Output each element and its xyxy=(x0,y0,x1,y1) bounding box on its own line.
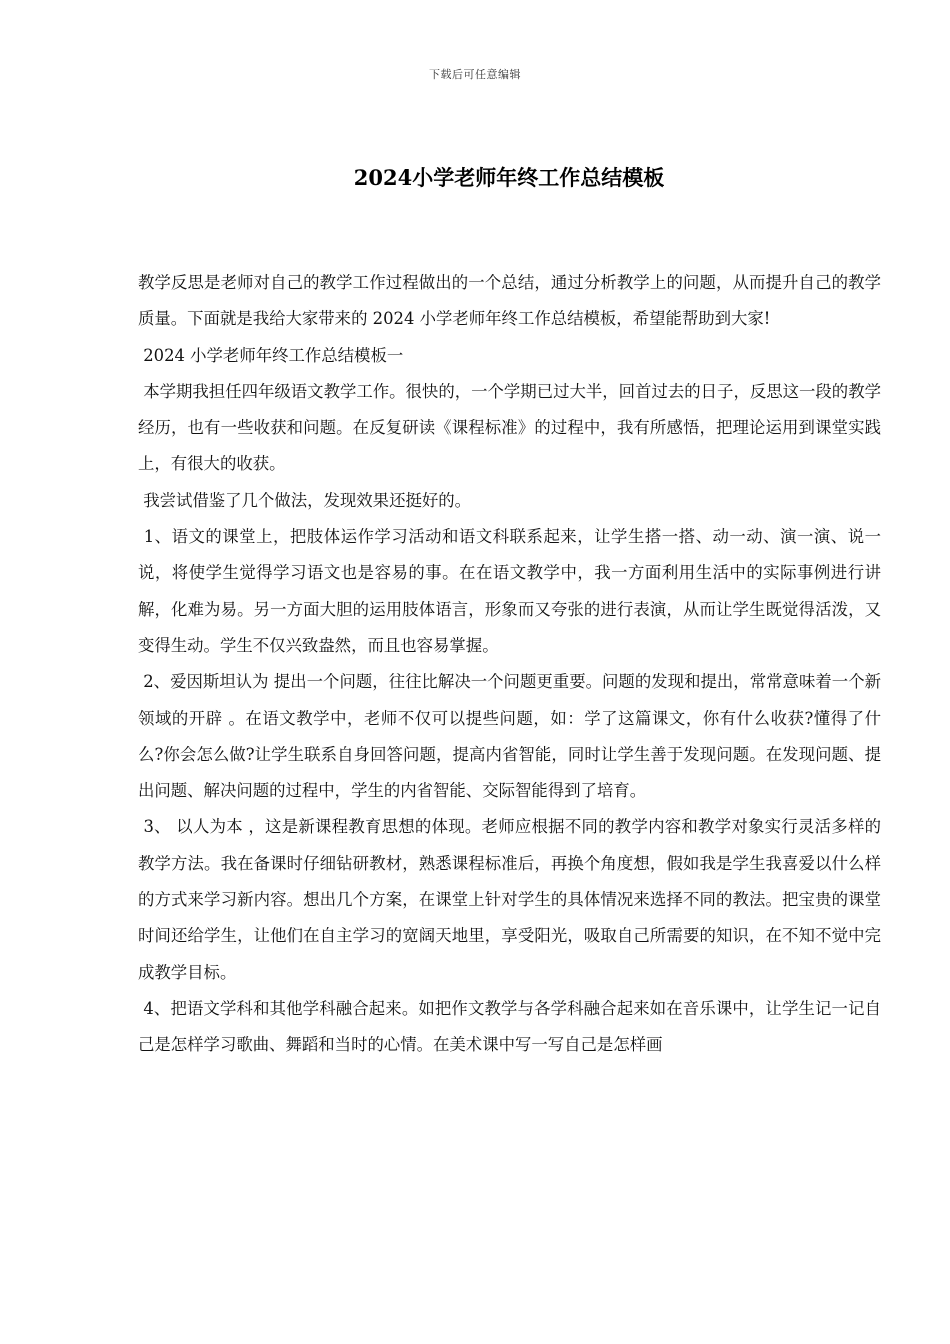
list-item-2: 2、爱因斯坦认为 提出一个问题，往往比解决一个问题更重要。问题的发现和提出，常常意味着一个新领域的开辟 。在语文教学中，老师不仅可以提些问题，如：学了这篇课文，你有什么收获?懂得了什么?你会怎么做?让学生联系自身回答问题，提高内省智能，同时让学生善于发现问题。在发现问题、提出问题、解决问题的过程中，学生的内省智能、交际智能得到了培育。 xyxy=(138,672,881,801)
list-item-3: 3、 以人为本 ，这是新课程教育思想的体现。老师应根据不同的教学内容和教学对象实行灵活多样的教学方法。我在备课时仔细钻研教材，熟悉课程标准后，再换个角度想，假如我是学生我喜爱以什么样的方式来学习新内容。想出几个方案，在课堂上针对学生的具体情况来选择不同的教法。把宝贵的课堂时间还给学生，让他们在自主学习的宽阔天地里，享受阳光，吸取自己所需要的知识，在不知不觉中完成教学目标。 xyxy=(138,817,881,982)
document-title: 2024小学老师年终工作总结模板 xyxy=(353,165,665,190)
page-header-note: 下载后可任意编辑 xyxy=(429,68,521,81)
document-body xyxy=(138,265,881,1064)
body-paragraph: 本学期我担任四年级语文教学工作。很快的，一个学期已过大半，回首过去的日子，反思这一段的教学经历，也有一些收获和问题。在反复研读《课程标准》的过程中，我有所感悟，把理论运用到课堂实践上，有很大的收获。 xyxy=(138,381,881,474)
body-paragraph: 我尝试借鉴了几个做法，发现效果还挺好的。 xyxy=(138,490,472,510)
intro-paragraph: 教学反思是老师对自己的教学工作过程做出的一个总结，通过分析教学上的问题，从而提升自己的教学质量。下面就是我给大家带来的 2024 小学老师年终工作总结模板，希望能帮助到大家! xyxy=(138,273,881,329)
list-item-1: 1、语文的课堂上，把肢体运作学习活动和语文科联系起来，让学生搭一搭、动一动、演一演、说一说，将使学生觉得学习语文也是容易的事。在在语文教学中，我一方面利用生活中的实际事例进行讲解，化难为易。另一方面大胆的运用肢体语言，形象而又夸张的进行表演，从而让学生既觉得活泼，又变得生动。学生不仅兴致盎然，而且也容易掌握。 xyxy=(138,527,881,655)
list-item-4: 4、把语文学科和其他学科融合起来。如把作文教学与各学科融合起来如在音乐课中，让学生记一记自己是怎样学习歌曲、舞蹈和当时的心情。在美术课中写一写自己是怎样画 xyxy=(138,998,881,1055)
section-heading: 2024 小学老师年终工作总结模板一 xyxy=(138,345,404,365)
